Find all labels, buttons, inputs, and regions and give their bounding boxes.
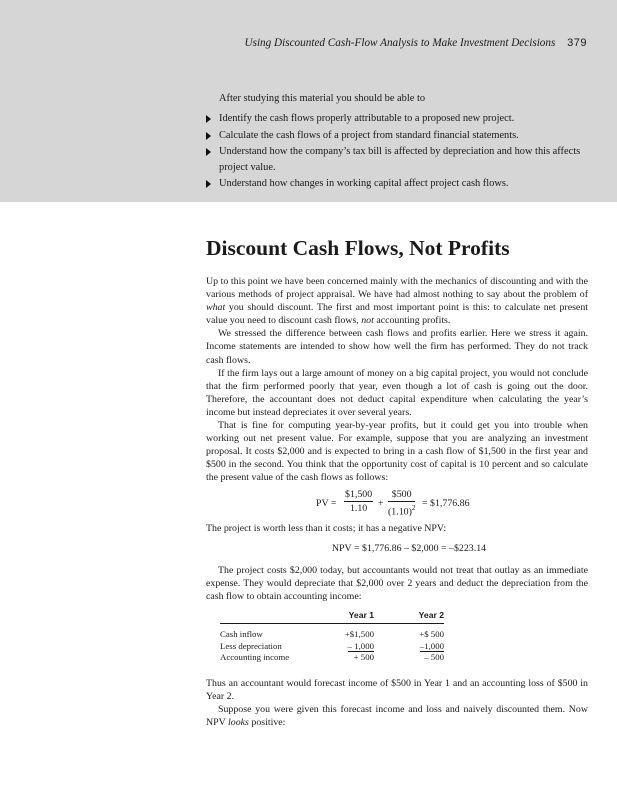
paragraph: Up to this point we have been concerned mainly with the mechanics of discounting and with the various methods of project appraisal. We have had almost nothing to say about the problem of what you should discount. The first and most important point is this: to calculate net present value you need to discount cash flows, not accounting profits.: [206, 276, 588, 327]
paragraph: If the firm lays out a large amount of money on a big capital project, you would not conclude that the firm performed poorly that year, even though a lot of cash is going out the door. Therefore, the accountant does not deduct capital expenditure when calculating the year’s income but instead depreciates it over several years.: [206, 367, 588, 418]
eq-plus: +: [378, 497, 384, 509]
paragraph: Thus an accountant would forecast income of $500 in Year 1 and an accounting loss of $500 in Year 2.: [206, 677, 588, 702]
running-title: Using Discounted Cash-Flow Analysis to Make Investment Decisions: [244, 37, 556, 49]
objective-item: Understand how changes in working capital affect project cash flows.: [203, 176, 591, 192]
objective-item: Understand how the company’s tax bill is affected by depreciation and how this affects project value.: [203, 144, 591, 175]
paragraph: The project is worth less than it costs; it has a negative NPV:: [206, 522, 447, 534]
column-header: Year 2: [418, 609, 444, 620]
eq-rhs: = $1,776.86: [422, 497, 470, 509]
eq-lhs: PV =: [316, 497, 337, 509]
table-row: Accounting income + 500 – 500: [220, 652, 444, 663]
section-body: [206, 275, 588, 729]
accounting-income-table: [220, 609, 444, 664]
column-header: Year 1: [348, 609, 374, 620]
learning-objectives: [203, 91, 591, 193]
bullet-triangle-icon: [206, 148, 211, 156]
page-number: 379: [567, 37, 587, 49]
paragraph: Suppose you were given this forecast income and loss and naively discounted them. Now NPV looks positive:: [206, 703, 588, 728]
bullet-triangle-icon: [206, 180, 211, 188]
bullet-triangle-icon: [206, 132, 211, 140]
table-row: Less depreciation – 1,000 –1,000: [220, 640, 444, 651]
npv-equation: NPV = $1,776.86 – $2,000 = –$223.14: [331, 542, 487, 554]
paragraph: We stressed the difference between cash flows and profits earlier. Here we stress it again. Income statements are intended to show how well the firm has performed. They do not track cash flows.: [206, 328, 588, 366]
objective-item: Calculate the cash flows of a project from standard financial statements.: [203, 128, 591, 144]
objectives-list: [203, 111, 591, 192]
section-title: Discount Cash Flows, Not Profits: [206, 236, 510, 260]
paragraph: That is fine for computing year-by-year profits, but it could get you into trouble when working out net present value. For example, suppose that you are analyzing an investment proposal. It costs $2,000 and is expected to bring in a cash flow of $1,500 in the first year and $500 in the second. You think that the opportunity cost of capital is 10 percent and so calculate the present value of the cash flows as follows:: [206, 420, 588, 484]
paragraph: The project costs $2,000 today, but accountants would not treat that outlay as an immediate expense. They would depreciate that $2,000 over 2 years and deduct the depreciation from the cash flow to obtain accounting income:: [206, 564, 588, 602]
objective-item: Identify the cash flows properly attributable to a proposed new project.: [203, 111, 591, 127]
pv-equation: [206, 489, 588, 517]
fraction-term-2: $\frac{\$500}{(1.10)^2}$: [388, 488, 416, 517]
running-head: [245, 37, 587, 49]
objectives-intro: After studying this material you should be able to: [219, 93, 426, 104]
table-header-row: [220, 609, 444, 624]
fraction-term-1: $\frac{\$1,500}{1.10}$: [345, 488, 373, 514]
table-row: Cash inflow +$1,500 +$ 500: [220, 629, 444, 640]
bullet-triangle-icon: [206, 115, 211, 123]
